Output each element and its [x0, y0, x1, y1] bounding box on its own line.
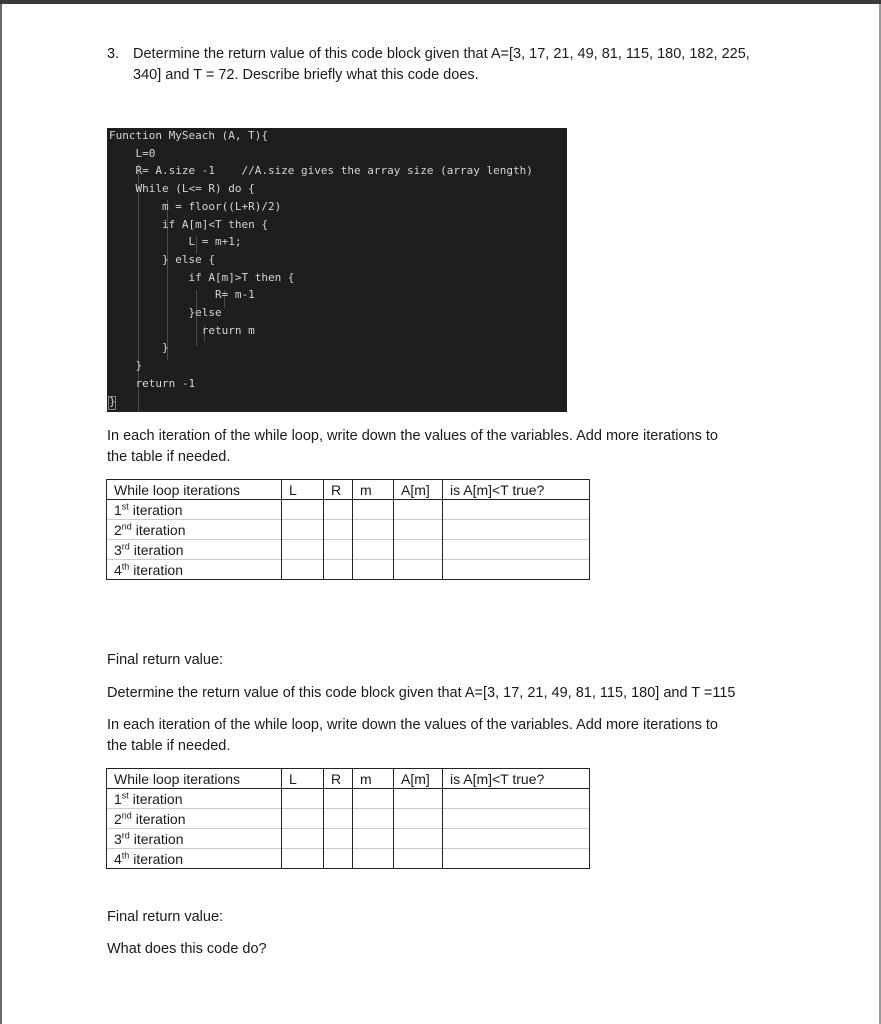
table-row — [107, 500, 590, 520]
code-line: } — [109, 359, 143, 373]
answer-cell[interactable] — [324, 520, 353, 540]
iteration-label — [107, 849, 282, 869]
iteration-ordinal: 1 — [114, 790, 122, 807]
page-left-edge — [0, 4, 2, 1024]
answer-cell[interactable] — [394, 849, 443, 869]
code-line: m = floor((L+R)/2) — [109, 199, 282, 213]
answer-cell[interactable] — [282, 789, 324, 809]
answer-cell[interactable] — [324, 829, 353, 849]
iteration-ordinal-suffix: rd — [121, 540, 130, 551]
iteration-ordinal-suffix: rd — [121, 829, 130, 840]
answer-cell[interactable] — [353, 520, 394, 540]
answer-cell[interactable] — [353, 789, 394, 809]
answer-cell[interactable] — [324, 500, 353, 520]
iterations-table-2 — [106, 768, 590, 869]
table-row — [107, 560, 590, 580]
iteration-word: iteration — [128, 790, 183, 807]
answer-cell[interactable] — [324, 849, 353, 869]
iteration-label — [107, 560, 282, 580]
iteration-word: iteration — [131, 810, 186, 827]
table-row — [107, 849, 590, 869]
iteration-word: iteration — [129, 830, 184, 847]
code-line: L = m+1; — [109, 235, 242, 249]
instructions-line-1: In each iteration of the while loop, write down the values of the variables. Add more iterations to — [107, 428, 718, 444]
question-number: 3. — [107, 46, 120, 62]
iteration-ordinal: 2 — [114, 810, 122, 827]
answer-cell[interactable] — [394, 809, 443, 829]
answer-cell[interactable] — [443, 560, 590, 580]
table-row — [107, 540, 590, 560]
iteration-ordinal-suffix: nd — [121, 809, 132, 820]
answer-cell[interactable] — [394, 560, 443, 580]
answer-cell[interactable] — [282, 520, 324, 540]
code-line: }else — [109, 306, 222, 319]
table-header-cell: is A[m]<T true? — [443, 480, 590, 500]
answer-cell[interactable] — [282, 849, 324, 869]
answer-cell[interactable] — [324, 809, 353, 829]
question-line-1: Determine the return value of this code block given that A=[3, 17, 21, 49, 81, 115, 180, 182, 225, — [133, 46, 750, 62]
iteration-label — [107, 540, 282, 560]
final-return-label-2: Final return value: — [107, 909, 224, 925]
answer-cell[interactable] — [394, 829, 443, 849]
answer-cell[interactable] — [443, 809, 590, 829]
iteration-label — [107, 829, 282, 849]
answer-cell[interactable] — [353, 849, 394, 869]
table-row — [107, 829, 590, 849]
code-line: Function MySeach (A, T){ — [109, 129, 268, 142]
iteration-ordinal: 1 — [114, 501, 122, 518]
iteration-label — [107, 500, 282, 520]
table-header-cell: While loop iterations — [107, 769, 282, 789]
instructions-2-line-2: the table if needed. — [107, 738, 231, 754]
iteration-ordinal-suffix: th — [121, 849, 130, 860]
answer-cell[interactable] — [353, 500, 394, 520]
code-line: return m — [109, 323, 255, 337]
iteration-ordinal: 3 — [114, 541, 122, 558]
code-line: if A[m]>T then { — [109, 270, 295, 284]
answer-cell[interactable] — [443, 829, 590, 849]
iteration-word: iteration — [129, 850, 184, 867]
iteration-word: iteration — [129, 561, 184, 578]
table-header-cell: R — [324, 769, 353, 789]
iterations-table-1 — [106, 479, 590, 580]
iteration-ordinal: 4 — [114, 561, 122, 578]
answer-cell[interactable] — [394, 500, 443, 520]
code-line: } — [109, 394, 116, 408]
question-text — [133, 44, 823, 86]
iteration-label — [107, 789, 282, 809]
question-2-text: Determine the return value of this code block given that A=[3, 17, 21, 49, 81, 115, 180] and T =115 — [107, 685, 736, 701]
iteration-ordinal: 2 — [114, 521, 122, 538]
answer-cell[interactable] — [282, 829, 324, 849]
instructions-line-2: the table if needed. — [107, 449, 231, 465]
table-row — [107, 520, 590, 540]
answer-cell[interactable] — [443, 520, 590, 540]
answer-cell[interactable] — [353, 809, 394, 829]
code-line: return -1 — [109, 376, 196, 390]
table-header-cell: L — [282, 769, 324, 789]
answer-cell[interactable] — [394, 789, 443, 809]
iteration-ordinal: 3 — [114, 830, 122, 847]
answer-cell[interactable] — [324, 560, 353, 580]
table-row — [107, 789, 590, 809]
code-line: } — [109, 341, 169, 355]
iteration-ordinal: 4 — [114, 850, 122, 867]
question-line-2: 340] and T = 72. Describe briefly what this code does. — [133, 67, 479, 83]
table-header-cell: is A[m]<T true? — [443, 769, 590, 789]
answer-cell[interactable] — [353, 540, 394, 560]
instructions-2 — [107, 715, 807, 757]
iteration-word: iteration — [129, 541, 184, 558]
code-line: R= A.size -1 //A.size gives the array size (array length) — [109, 164, 533, 178]
table-header-cell: A[m] — [394, 769, 443, 789]
code-line: While (L<= R) do { — [109, 182, 255, 196]
code-line: R= m-1 — [109, 288, 255, 302]
table-header-cell: A[m] — [394, 480, 443, 500]
iteration-ordinal-suffix: nd — [121, 520, 132, 531]
instructions — [107, 426, 807, 468]
answer-cell[interactable] — [394, 540, 443, 560]
iteration-word: iteration — [131, 521, 186, 538]
answer-cell[interactable] — [443, 849, 590, 869]
iteration-ordinal-suffix: st — [121, 789, 129, 800]
answer-cell[interactable] — [353, 560, 394, 580]
iteration-ordinal-suffix: st — [121, 500, 129, 511]
code-line: } else { — [109, 252, 215, 266]
window-top-bar — [0, 0, 881, 4]
code-line: L=0 — [109, 146, 156, 160]
iteration-word: iteration — [128, 501, 183, 518]
answer-cell[interactable] — [394, 520, 443, 540]
table-header-cell: R — [324, 480, 353, 500]
table-header-cell: m — [353, 480, 394, 500]
code-line: if A[m]<T then { — [109, 217, 268, 231]
table-header-cell: L — [282, 480, 324, 500]
answer-cell[interactable] — [443, 500, 590, 520]
answer-cell[interactable] — [324, 789, 353, 809]
answer-cell[interactable] — [353, 829, 394, 849]
answer-cell[interactable] — [443, 789, 590, 809]
answer-cell[interactable] — [282, 540, 324, 560]
answer-cell[interactable] — [324, 540, 353, 560]
answer-cell[interactable] — [282, 560, 324, 580]
answer-cell[interactable] — [282, 500, 324, 520]
answer-cell[interactable] — [443, 540, 590, 560]
instructions-2-line-1: In each iteration of the while loop, write down the values of the variables. Add more iterations to — [107, 717, 718, 733]
what-does-code-do: What does this code do? — [107, 941, 267, 957]
code-block — [107, 128, 567, 412]
final-return-label-1: Final return value: — [107, 652, 224, 668]
iteration-label — [107, 809, 282, 829]
iteration-ordinal-suffix: th — [121, 560, 130, 571]
iteration-label — [107, 520, 282, 540]
answer-cell[interactable] — [282, 809, 324, 829]
table-header-cell: While loop iterations — [107, 480, 282, 500]
table-row — [107, 809, 590, 829]
table-header-cell: m — [353, 769, 394, 789]
